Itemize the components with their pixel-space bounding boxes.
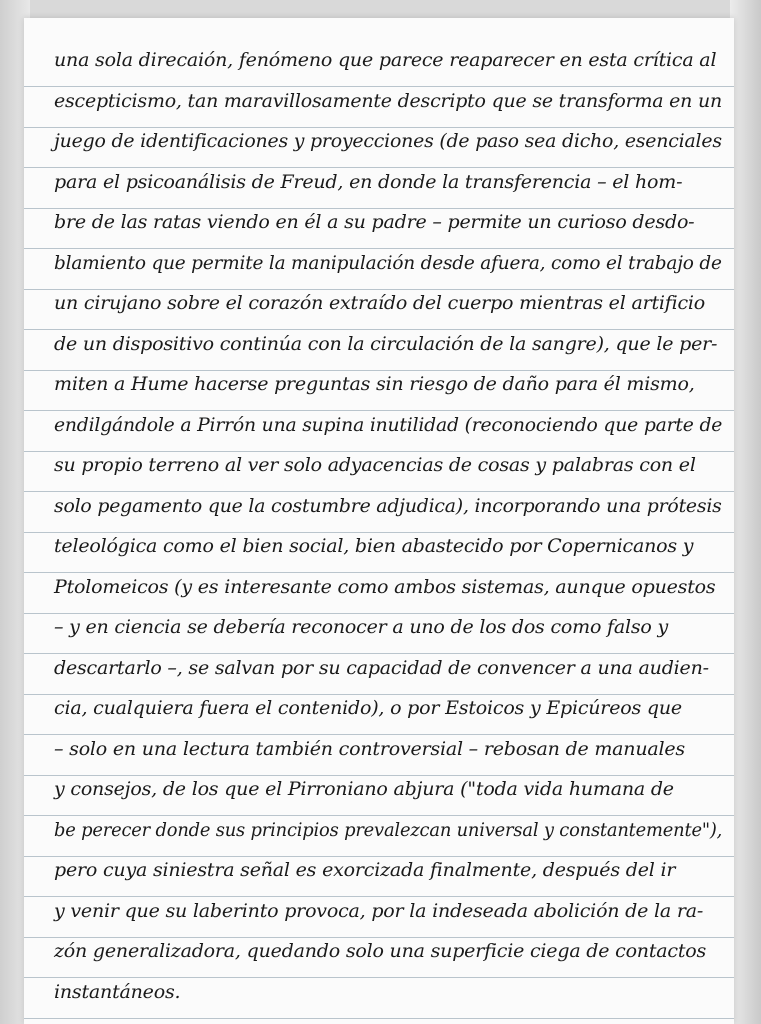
text-line: escepticismo, tan maravillosamente descripto que se transforma en un [54,89,722,112]
text-line: descartarlo –, se salvan por su capacidad de convencer a una audien- [54,656,709,679]
handwritten-text [54,40,722,1012]
notebook-page [24,18,734,1024]
text-line: de un dispositivo continúa con la circulación de la sangre), que le per- [54,332,718,355]
text-line: bre de las ratas viendo en él a su padre – permite un curioso desdo- [54,211,695,233]
text-line: y venir que su laberinto provoca, por la indeseada abolición de la ra- [54,899,704,922]
text-line: endilgándole a Pirrón una supina inutilidad (reconociendo que parte de [54,413,723,436]
text-line: y consejos, de los que el Pirroniano abjura ("toda vida humana de [54,778,674,800]
text-line: teleológica como el bien social, bien abastecido por Copernicanos y [54,535,694,557]
text-line: pero cuya siniestra señal es exorcizada finalmente, después del ir [54,859,676,881]
text-line: instantáneos. [54,980,181,1003]
text-line: – solo en una lectura también controversial – rebosan de manuales [54,737,685,760]
text-line: blamiento que permite la manipulación desde afuera, como el trabajo de [54,251,722,274]
background-right-edge [730,0,761,1024]
text-line: miten a Hume hacerse preguntas sin riesgo de daño para él mismo, [54,373,695,395]
text-line: solo pegamento que la costumbre adjudica), incorporando una prótesis [54,494,722,517]
text-line: un cirujano sobre el corazón extraído del cuerpo mientras el artificio [54,292,706,314]
text-line: Ptolomeicos (y es interesante como ambos sistemas, aunque opuestos [54,575,716,598]
text-line: be perecer donde sus principios prevalezcan universal y constantemente"), [54,818,723,841]
text-line: una sola direcaión, fenómeno que parece reaparecer en esta crítica al [54,49,717,71]
ruled-line [24,1018,734,1019]
text-line: cia, cualquiera fuera el contenido), o por Estoicos y Epicúreos que [54,697,682,719]
text-line: juego de identificaciones y proyecciones (de paso sea dicho, esenciales [54,130,722,152]
text-line: zón generalizadora, quedando solo una superficie ciega de contactos [54,940,707,962]
text-line: – y en ciencia se debería reconocer a uno de los dos como falso y [54,616,669,638]
text-line: su propio terreno al ver solo adyacencias de cosas y palabras con el [54,454,696,476]
text-line: para el psicoanálisis de Freud, en donde la transferencia – el hom- [54,170,683,193]
